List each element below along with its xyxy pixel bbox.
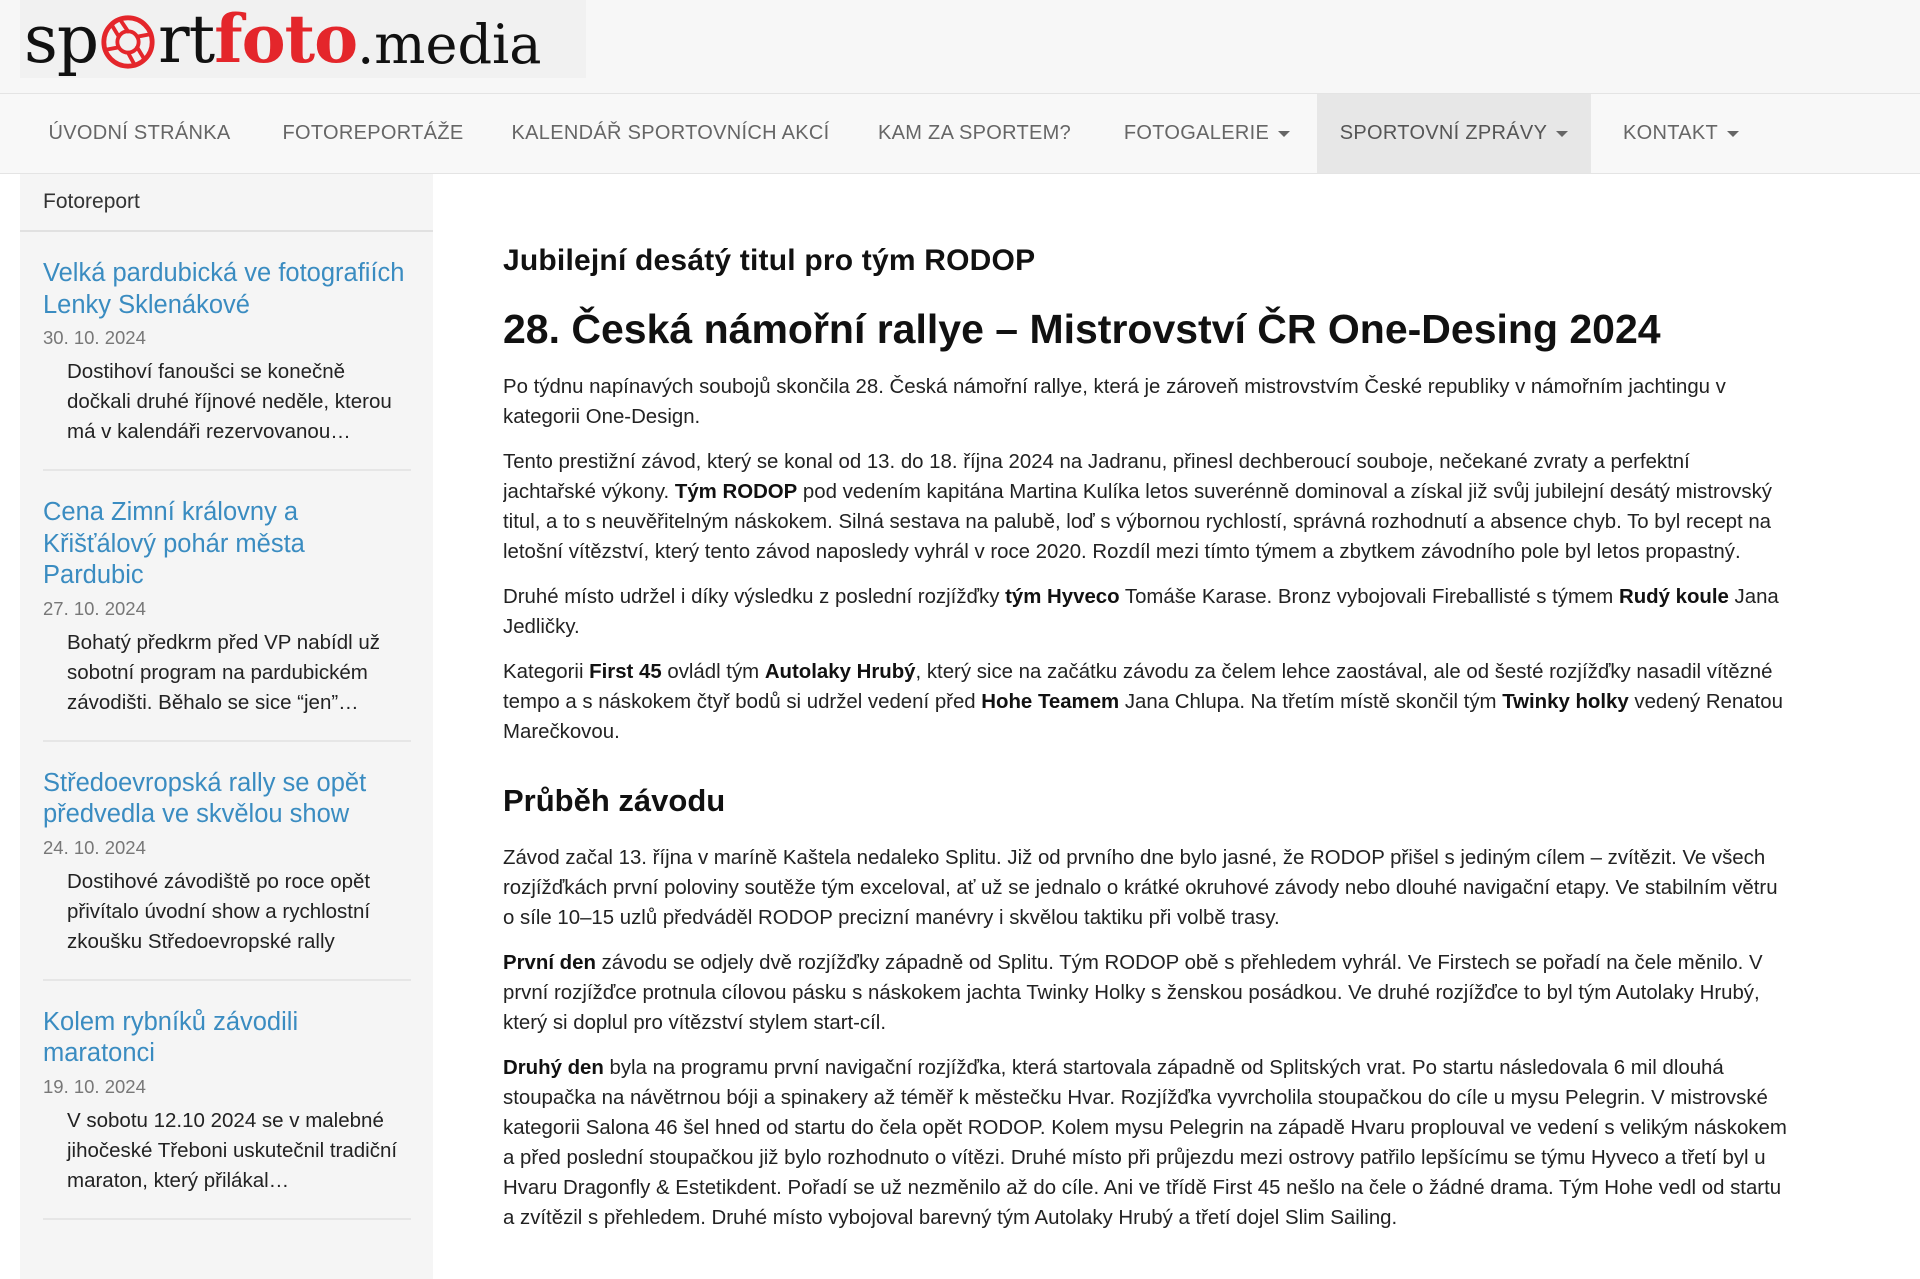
nav-item-label: ÚVODNÍ STRÁNKA bbox=[48, 122, 231, 144]
bold-text: Hohe Teamem bbox=[981, 691, 1120, 713]
text-run: Tento prestižní závod, který se konal od 13. do 18. října 2024 na Jadranu, přinesl dechberoucí souboje, nečekané zvraty a perfektní jachtařské výkony. bbox=[503, 451, 1690, 503]
article-subheading: Průběh závodu bbox=[503, 783, 726, 818]
site-logo[interactable] bbox=[20, 0, 586, 78]
sidebar-fotoreport bbox=[20, 174, 433, 1279]
nav-item-calendar[interactable] bbox=[489, 94, 852, 173]
bold-text: tým Hyveco bbox=[1005, 586, 1120, 608]
article-body bbox=[503, 372, 1788, 1248]
list-item bbox=[43, 232, 411, 471]
caret-down-icon bbox=[1556, 131, 1568, 137]
list-item bbox=[43, 742, 411, 981]
article-paragraph: Po týdnu napínavých soubojů skončila 28. Česká námořní rallye, která je zároveň mistrovstvím České republiky v námořním jachtingu v kategorii One-Design. bbox=[503, 376, 1726, 428]
logo-text-sp: sp bbox=[24, 0, 99, 78]
sidebar-article-date: 27. 10. 2024 bbox=[43, 597, 146, 619]
nav-item-where-to-sport[interactable] bbox=[854, 94, 1095, 173]
list-item bbox=[43, 471, 411, 742]
bold-text: Twinky holky bbox=[1502, 691, 1629, 713]
sidebar-article-link[interactable]: Velká pardubická ve fotografiích Lenky Sklenákové bbox=[43, 259, 405, 319]
article-content bbox=[503, 174, 1788, 1279]
text-run: vedený Renatou Marečkovou. bbox=[503, 691, 1783, 743]
sidebar-article-date: 19. 10. 2024 bbox=[43, 1075, 146, 1097]
sidebar-article-excerpt: Bohatý předkrm před VP nabídl už sobotní program na pardubickém závodišti. Běhalo se sice “jen”… bbox=[67, 630, 380, 714]
article-paragraph bbox=[503, 948, 1788, 1038]
nav-item-label: FOTOREPORTÁŽE bbox=[282, 122, 464, 144]
site-header bbox=[0, 0, 1920, 93]
article-paragraph bbox=[503, 447, 1788, 567]
caret-down-icon bbox=[1278, 131, 1290, 137]
nav-item-photoreports[interactable] bbox=[259, 94, 487, 173]
sidebar-article-list bbox=[20, 232, 433, 1220]
text-run: ovládl tým bbox=[661, 661, 765, 683]
sidebar-article-date: 24. 10. 2024 bbox=[43, 836, 146, 858]
list-item bbox=[43, 981, 411, 1220]
text-run: byla na programu první navigační rozjížďka, která startovala západně od Splitských vrat. Po startu následovala 6 mil dlouhá stoupačka na návětrnou bóji a spinakery až téměř k městečku Hvar. Rozjížďka vyvrcholila stoupačkou do cíle u mysu Pelegrin. V mistrovské kategorii Salona 46 šel hned od startu do čela opět RODOP. Kolem mysu Pelegrin na západě Hvaru proplouval ve vedení s velikým náskokem a před poslední stoupačkou již bylo rozhodnuto o vítězi. Druhé místo při průjezdu mezi ostrovy patřilo lepšícímu se týmu Hyveco a třetí byl u Hvaru Dragonfly & Estetikdent. Pořadí se už nezměnilo až do cíle. Ani ve třídě First 45 nešlo na čele o žádné drama. Tým Hohe vedl od startu a zvítězil s přehledem. Druhé místo vybojoval barevný tým Autolaky Hrubý a třetí dojel Slim Sailing. bbox=[503, 1057, 1787, 1229]
article-kicker: Jubilejní desátý titul pro tým RODOP bbox=[503, 244, 1036, 277]
text-run: pod vedením kapitána Martina Kulíka letos suverénně dominoval a získal již svůj jubilejní desátý mistrovský titul, a to s neuvěřitelným náskokem. Silná sestava na palubě, loď s výbornou rychlostí, správná rozhodnutí a absence chyb. To byl recept na letošní vítězství, který tento závod naposledy vyhrál v roce 2020. Rozdíl mezi tímto týmem a zbytkem závodního pole byl letos propastný. bbox=[503, 481, 1772, 563]
nav-item-home[interactable] bbox=[22, 94, 257, 173]
sidebar-article-excerpt: Dostihové závodiště po roce opět přivítalo úvodní show a rychlostní zkoušku Středoevropské rally bbox=[67, 869, 371, 953]
sidebar-article-link[interactable]: Cena Zimní královny a Křišťálový pohár města Pardubic bbox=[43, 498, 305, 589]
article-headline: 28. Česká námořní rallye – Mistrovství ČR One-Desing 2024 bbox=[503, 306, 1661, 352]
nav-item-label: KAM ZA SPORTEM? bbox=[877, 122, 1072, 144]
nav-item-sport-news[interactable] bbox=[1317, 94, 1591, 173]
sidebar-article-link[interactable]: Středoevropská rally se opět předvedla ve skvělou show bbox=[43, 768, 367, 828]
article-paragraph: Závod začal 13. října v maríně Kaštela nedaleko Splitu. Již od prvního dne bylo jasné, že RODOP přišel s jediným cílem – zvítězit. Ve všech rozjížďkách první poloviny soutěže tým exceloval, ať už se jednalo o krátké okruhové závody nebo dlouhé navigační etapy. Ve stabilním větru o síle 10–15 uzlů předváděl RODOP precizní manévry i skvělou taktiku při volbě trasy. bbox=[503, 847, 1778, 929]
sidebar-article-excerpt: V sobotu 12.10 2024 se v malebné jihočeské Třeboni uskutečnil tradiční maraton, který přilákal… bbox=[67, 1108, 398, 1192]
nav-item-contact[interactable] bbox=[1591, 94, 1771, 173]
bold-text: Rudý koule bbox=[1618, 586, 1729, 608]
logo-text-rt: rt bbox=[158, 0, 215, 78]
caret-down-icon bbox=[1727, 131, 1739, 137]
nav-item-label: KONTAKT bbox=[1622, 122, 1719, 144]
text-run: Tomáše Karase. Bronz vybojovali Fireballisté s týmem bbox=[1119, 586, 1619, 608]
bold-text: Tým RODOP bbox=[674, 481, 798, 503]
text-run: závodu se odjely dvě rozjížďky západně od Splitu. Tým RODOP obě s přehledem vyhrál. Ve Firstech se pořadí na čele měnilo. V první rozjížďce protnula cílovou pásku s náskokem jachta Twinky Holky s ženskou posádkou. Ve druhé rozjížďce to byl tým Autolaky Hrubý, který si doplul pro vítězství stylem start-cíl. bbox=[503, 952, 1763, 1034]
article-paragraph bbox=[503, 1053, 1788, 1233]
nav-item-label: SPORTOVNÍ ZPRÁVY bbox=[1339, 122, 1548, 144]
article-paragraph bbox=[503, 582, 1788, 642]
sidebar-article-link[interactable]: Kolem rybníků závodili maratonci bbox=[43, 1007, 299, 1067]
text-run: Druhé místo udržel i díky výsledku z poslední rozjížďky bbox=[503, 586, 1006, 608]
text-run: Jana Jedličky. bbox=[503, 586, 1779, 638]
sidebar-article-date: 30. 10. 2024 bbox=[43, 327, 146, 348]
camera-aperture-icon bbox=[99, 13, 157, 71]
bold-text: První den bbox=[503, 952, 596, 974]
bold-text: Autolaky Hrubý bbox=[764, 661, 916, 683]
nav-item-label: KALENDÁŘ SPORTOVNÍCH AKCÍ bbox=[511, 122, 830, 144]
text-run: Kategorii bbox=[503, 661, 590, 683]
sidebar-heading: Fotoreport bbox=[20, 174, 433, 232]
text-run: Jana Chlupa. Na třetím místě skončil tým bbox=[1119, 691, 1503, 713]
text-run: , který sice na začátku závodu za čelem lehce zaostával, ale od šesté rozjížďky nasadil vítězné tempo a s náskokem čtyř bodů si udržel vedení před bbox=[503, 661, 1773, 713]
sidebar-article-excerpt: Dostihoví fanoušci se konečně dočkali druhé říjnové neděle, kterou má v kalendáři rezervovanou… bbox=[67, 360, 392, 443]
bold-text: Druhý den bbox=[503, 1057, 604, 1079]
logo-text-foto: foto bbox=[214, 0, 358, 78]
nav-item-label: FOTOGALERIE bbox=[1123, 122, 1270, 144]
bold-text: First 45 bbox=[589, 661, 662, 683]
main-navigation bbox=[0, 93, 1920, 174]
logo-text-media: .media bbox=[357, 12, 542, 76]
article-paragraph bbox=[503, 657, 1788, 747]
nav-item-photogallery[interactable] bbox=[1097, 94, 1317, 173]
